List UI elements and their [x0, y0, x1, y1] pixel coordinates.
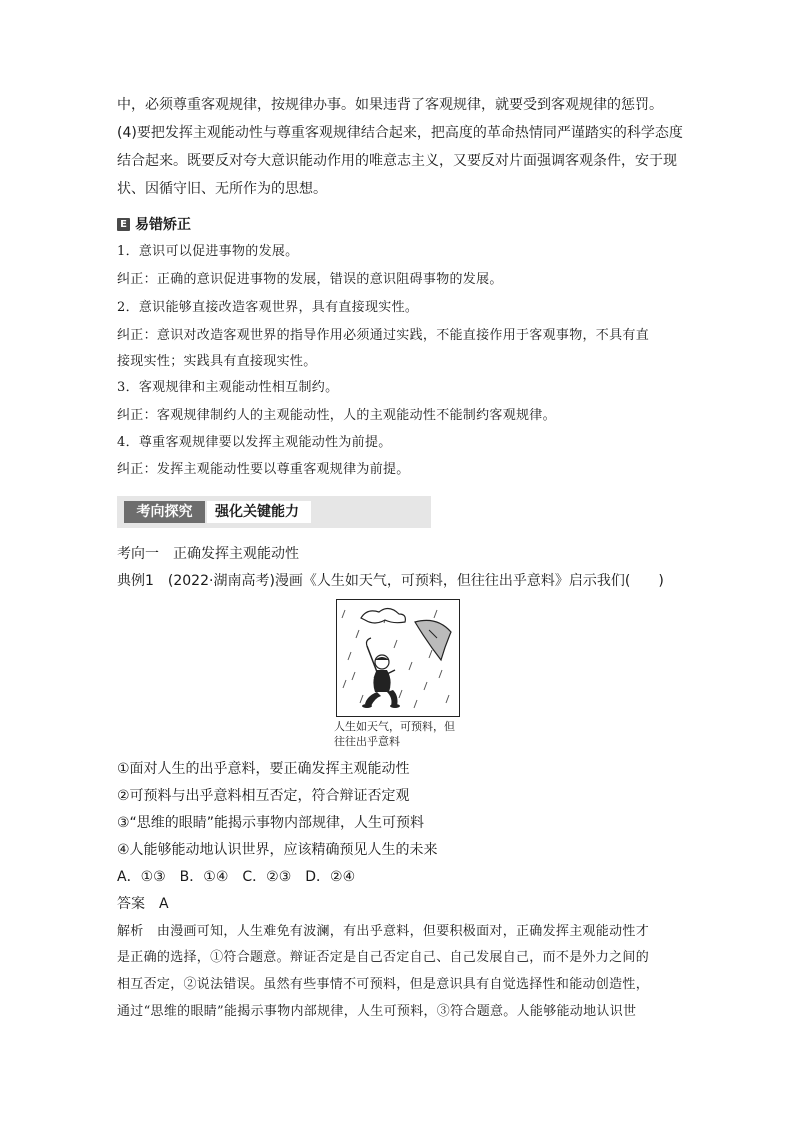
option-item: ①面对人生的出乎意料，要正确发挥主观能动性	[117, 761, 410, 777]
correction-item: 4．尊重客观规律要以发挥主观能动性为前提。	[117, 435, 392, 450]
analysis-line: 解析 由漫画可知，人生难免有波澜，有出乎意料，但要积极面对，正确发挥主观能动性才	[117, 924, 650, 939]
correction-note: 纠正：正确的意识促进事物的发展，错误的意识阻碍事物的发展。	[117, 272, 503, 287]
correction-note-cont: 接现实性；实践具有直接现实性。	[117, 354, 317, 369]
figure-caption: 人生如天气，可预料，但	[334, 720, 455, 733]
section-banner	[117, 496, 431, 528]
section-badge-icon: E	[117, 218, 130, 231]
question-heading: 考向一 正确发挥主观能动性	[117, 546, 299, 562]
question-stem: 典例1 (2022·湖南高考)漫画《人生如天气，可预料，但往往出乎意料》启示我们( )	[117, 573, 664, 589]
section-heading	[117, 214, 191, 234]
cartoon-illustration	[336, 599, 460, 717]
analysis-line: 相互否定，②说法错误。虽然有些事情不可预料，但是意识具有自觉选择性和能动创造性，	[117, 977, 650, 992]
banner-label-secondary: 强化关键能力	[207, 501, 311, 523]
analysis-line: 是正确的选择，①符合题意。辩证否定是自己否定自己、自己发展自己，而不是外力之间的	[117, 950, 650, 965]
paragraph-line: (4)要把发挥主观能动性与尊重客观规律结合起来，把高度的革命热情同严谨踏实的科学态度	[117, 125, 683, 141]
correction-note: 纠正：客观规律制约人的主观能动性，人的主观能动性不能制约客观规律。	[117, 408, 556, 423]
correction-item: 3．客观规律和主观能动性相互制约。	[117, 380, 339, 395]
option-item: ②可预料与出乎意料相互否定，符合辩证否定观	[117, 788, 410, 804]
correction-item: 2．意识能够直接改造客观世界，具有直接现实性。	[117, 300, 419, 315]
cartoon-drawing	[337, 600, 459, 716]
option-item: ③“思维的眼睛”能揭示事物内部规律，人生可预料	[117, 815, 425, 831]
banner-label-primary: 考向探究	[124, 501, 205, 523]
paragraph-line: 结合起来。既要反对夸大意识能动作用的唯意志主义，又要反对片面强调客观条件，安于现	[117, 153, 677, 169]
option-item: ④人能够能动地认识世界，应该精确预见人生的未来	[117, 842, 438, 858]
correction-note: 纠正：发挥主观能动性要以尊重客观规律为前提。	[117, 462, 410, 477]
correction-item: 1．意识可以促进事物的发展。	[117, 244, 299, 259]
figure-caption: 往往出乎意料	[334, 735, 400, 748]
analysis-line: 通过“思维的眼睛”能揭示事物内部规律，人生可预料，③符合题意。人能够能动地认识世	[117, 1004, 637, 1019]
paragraph-line: 状、因循守旧、无所作为的思想。	[117, 181, 327, 197]
correction-note: 纠正：意识对改造客观世界的指导作用必须通过实践，不能直接作用于客观事物，不具有直	[117, 328, 650, 343]
paragraph-line: 中，必须尊重客观规律，按规律办事。如果违背了客观规律，就要受到客观规律的惩罚。	[117, 97, 663, 113]
section-title: 易错矫正	[135, 217, 191, 233]
choice-list: A．①③ B．①④ C．②③ D．②④	[117, 869, 356, 885]
answer: 答案 A	[117, 896, 169, 912]
